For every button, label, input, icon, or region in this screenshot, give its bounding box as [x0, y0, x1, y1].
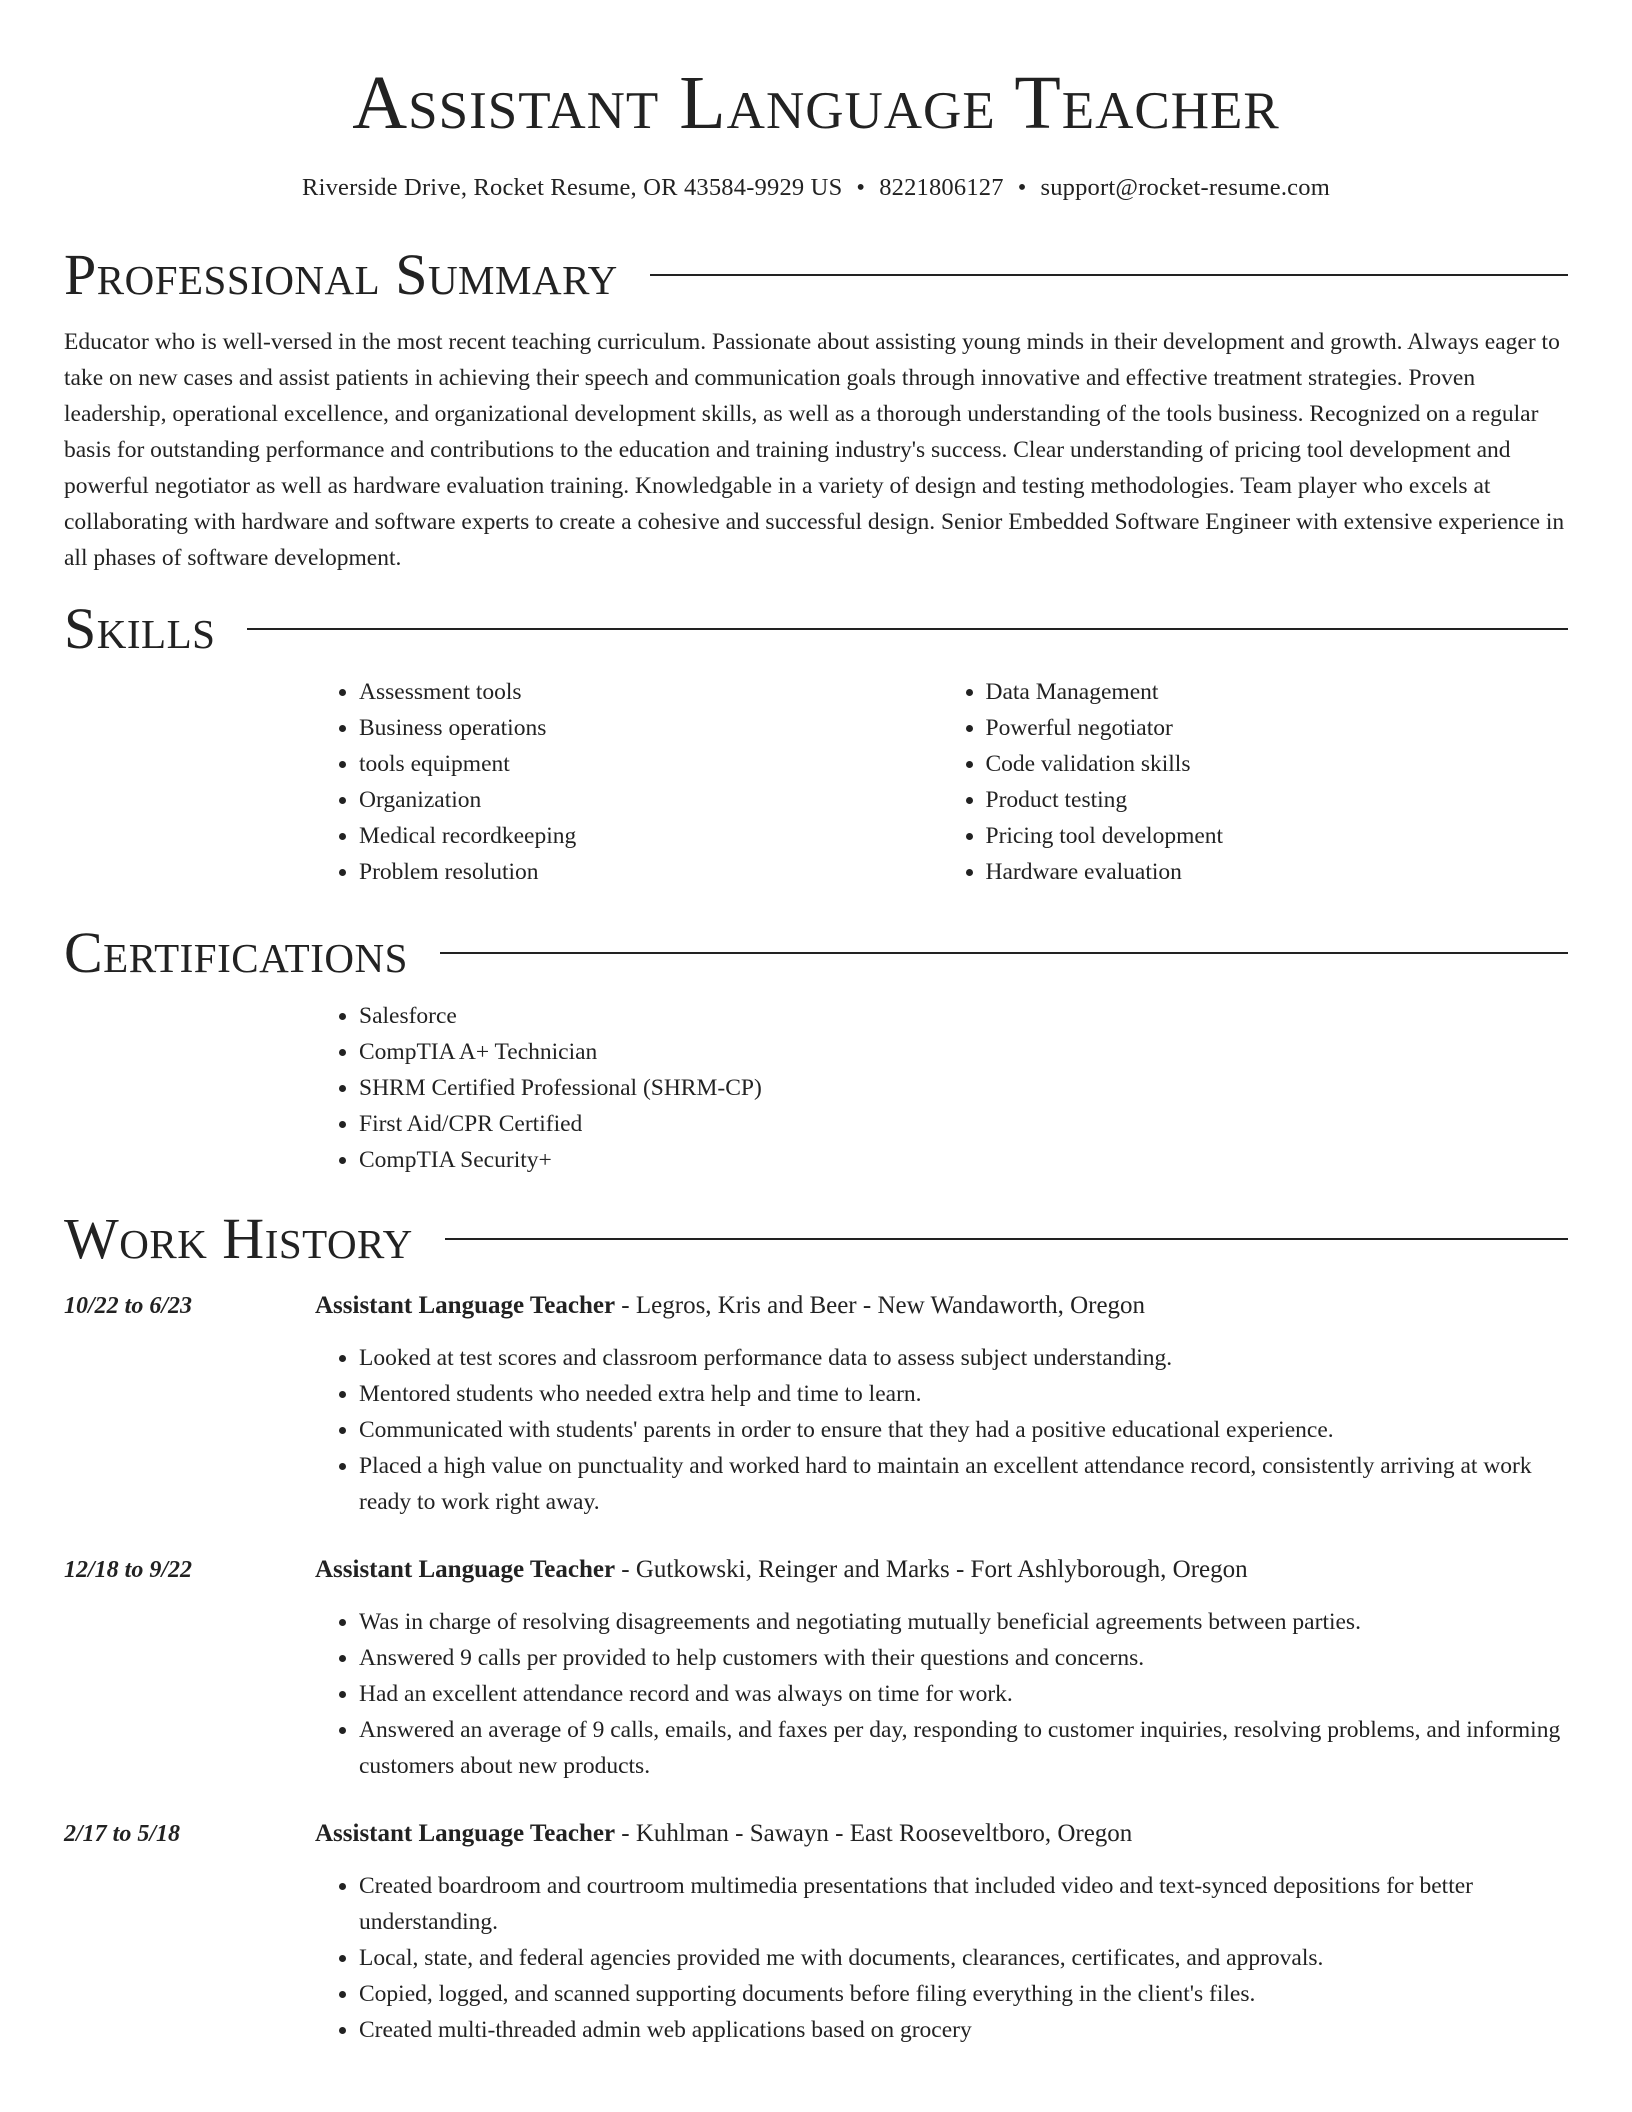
contact-separator: • — [1017, 174, 1027, 201]
list-item: • Answered an average of 9 calls, emails, and faxes per day, responding to customer inquiries, resolving problems, and informing customers about new products. — [359, 1712, 1568, 1784]
list-item: • CompTIA Security+ — [359, 1142, 1568, 1178]
list-item: • Code validation skills — [986, 746, 1569, 782]
contact-email: support@rocket-resume.com — [1040, 174, 1330, 201]
certifications-list — [315, 998, 1568, 1178]
certifications-section-header — [64, 918, 1568, 988]
certifications-heading: Certifications — [64, 920, 408, 985]
list-item: • Business operations — [359, 710, 942, 746]
work-history-heading: Work History — [64, 1206, 413, 1271]
list-item: • Pricing tool development — [986, 818, 1569, 854]
job-bullets — [315, 1604, 1568, 1784]
skills-grid — [315, 674, 1568, 890]
list-item: • Salesforce — [359, 998, 1568, 1034]
list-item: • Problem resolution — [359, 854, 942, 890]
job-title: Assistant Language Teacher — [315, 1292, 616, 1319]
list-item: • Was in charge of resolving disagreements and negotiating mutually beneficial agreements between parties. — [359, 1604, 1568, 1640]
list-item: • Placed a high value on punctuality and worked hard to maintain an excellent attendance record, consistently arriving at work ready to work right away. — [359, 1448, 1568, 1520]
skills-heading: Skills — [64, 596, 216, 661]
job-entry — [64, 1554, 1568, 1784]
list-item: • Product testing — [986, 782, 1569, 818]
work-history-section-header — [64, 1204, 1568, 1274]
list-item: • Communicated with students' parents in order to ensure that they had a positive educational experience. — [359, 1412, 1568, 1448]
list-item: • Data Management — [986, 674, 1569, 710]
skills-list-right — [942, 674, 1569, 890]
section-divider — [247, 628, 1568, 630]
job-dates: 12/18 to 9/22 — [64, 1557, 193, 1583]
section-divider — [445, 1238, 1568, 1240]
summary-section-header — [64, 240, 1568, 310]
job-title: Assistant Language Teacher — [315, 1556, 616, 1583]
section-divider — [440, 952, 1568, 954]
list-item: • Had an excellent attendance record and was always on time for work. — [359, 1676, 1568, 1712]
job-employer: - Gutkowski, Reinger and Marks - Fort Ashlyborough, Oregon — [615, 1556, 1248, 1583]
contact-phone: 8221806127 — [879, 174, 1004, 201]
job-details — [315, 1290, 1568, 1520]
list-item: • Copied, logged, and scanned supporting documents before filing everything in the client's files. — [359, 1976, 1568, 2012]
section-divider — [650, 274, 1568, 276]
list-item: • Assessment tools — [359, 674, 942, 710]
job-dates: 10/22 to 6/23 — [64, 1293, 193, 1319]
skills-section-header — [64, 594, 1568, 664]
summary-text: Educator who is well-versed in the most recent teaching curriculum. Passionate about assisting young minds in their development and growth. Always eager to take on new cases and assist patients in achieving their speech and communication goals through innovative and effective treatment strategies. Proven leadership, operational excellence, and organizational development skills, as well as a thorough understanding of the tools business. Recognized on a regular basis for outstanding performance and contributions to the education and training industry's success. Clear understanding of pricing tool development and powerful negotiator as well as hardware evaluation training. Knowledgable in a variety of design and testing methodologies. Team player who excels at collaborating with hardware and software experts to create a cohesive and successful design. Senior Embedded Software Engineer with extensive experience in all phases of software development. — [64, 329, 1565, 571]
job-bullets — [315, 1340, 1568, 1520]
job-header — [315, 1290, 1568, 1322]
job-details — [315, 1818, 1568, 2048]
contact-address: Riverside Drive, Rocket Resume, OR 43584-9929 US — [302, 174, 843, 201]
job-entry — [64, 1818, 1568, 2048]
certifications-block — [315, 998, 1568, 1178]
list-item: • SHRM Certified Professional (SHRM-CP) — [359, 1070, 1568, 1106]
contact-line — [64, 172, 1568, 204]
list-item: • Looked at test scores and classroom performance data to assess subject understanding. — [359, 1340, 1568, 1376]
list-item: • Hardware evaluation — [986, 854, 1569, 890]
list-item: • Created boardroom and courtroom multimedia presentations that included video and text-synced depositions for better understanding. — [359, 1868, 1568, 1940]
job-dates: 2/17 to 5/18 — [64, 1821, 181, 1847]
list-item: • Mentored students who needed extra help and time to learn. — [359, 1376, 1568, 1412]
contact-separator: • — [856, 174, 866, 201]
job-header — [315, 1818, 1568, 1850]
list-item: • Medical recordkeeping — [359, 818, 942, 854]
list-item: • tools equipment — [359, 746, 942, 782]
job-bullets — [315, 1868, 1568, 2048]
list-item: • First Aid/CPR Certified — [359, 1106, 1568, 1142]
list-item: • Local, state, and federal agencies provided me with documents, clearances, certificates, and approvals. — [359, 1940, 1568, 1976]
list-item: • CompTIA A+ Technician — [359, 1034, 1568, 1070]
skills-list-left — [315, 674, 942, 890]
list-item: • Answered 9 calls per provided to help customers with their questions and concerns. — [359, 1640, 1568, 1676]
job-details — [315, 1554, 1568, 1784]
job-employer: - Legros, Kris and Beer - New Wandaworth, Oregon — [615, 1292, 1146, 1319]
work-history-list — [64, 1290, 1568, 2048]
job-header — [315, 1554, 1568, 1586]
job-title: Assistant Language Teacher — [315, 1820, 616, 1847]
job-employer: - Kuhlman - Sawayn - East Rooseveltboro, Oregon — [615, 1820, 1133, 1847]
list-item: • Powerful negotiator — [986, 710, 1569, 746]
list-item: • Organization — [359, 782, 942, 818]
summary-heading: Professional Summary — [64, 242, 618, 307]
page-title: Assistant Language Teacher — [352, 61, 1280, 145]
list-item: • Created multi-threaded admin web applications based on grocery — [359, 2012, 1568, 2048]
job-entry — [64, 1290, 1568, 1520]
